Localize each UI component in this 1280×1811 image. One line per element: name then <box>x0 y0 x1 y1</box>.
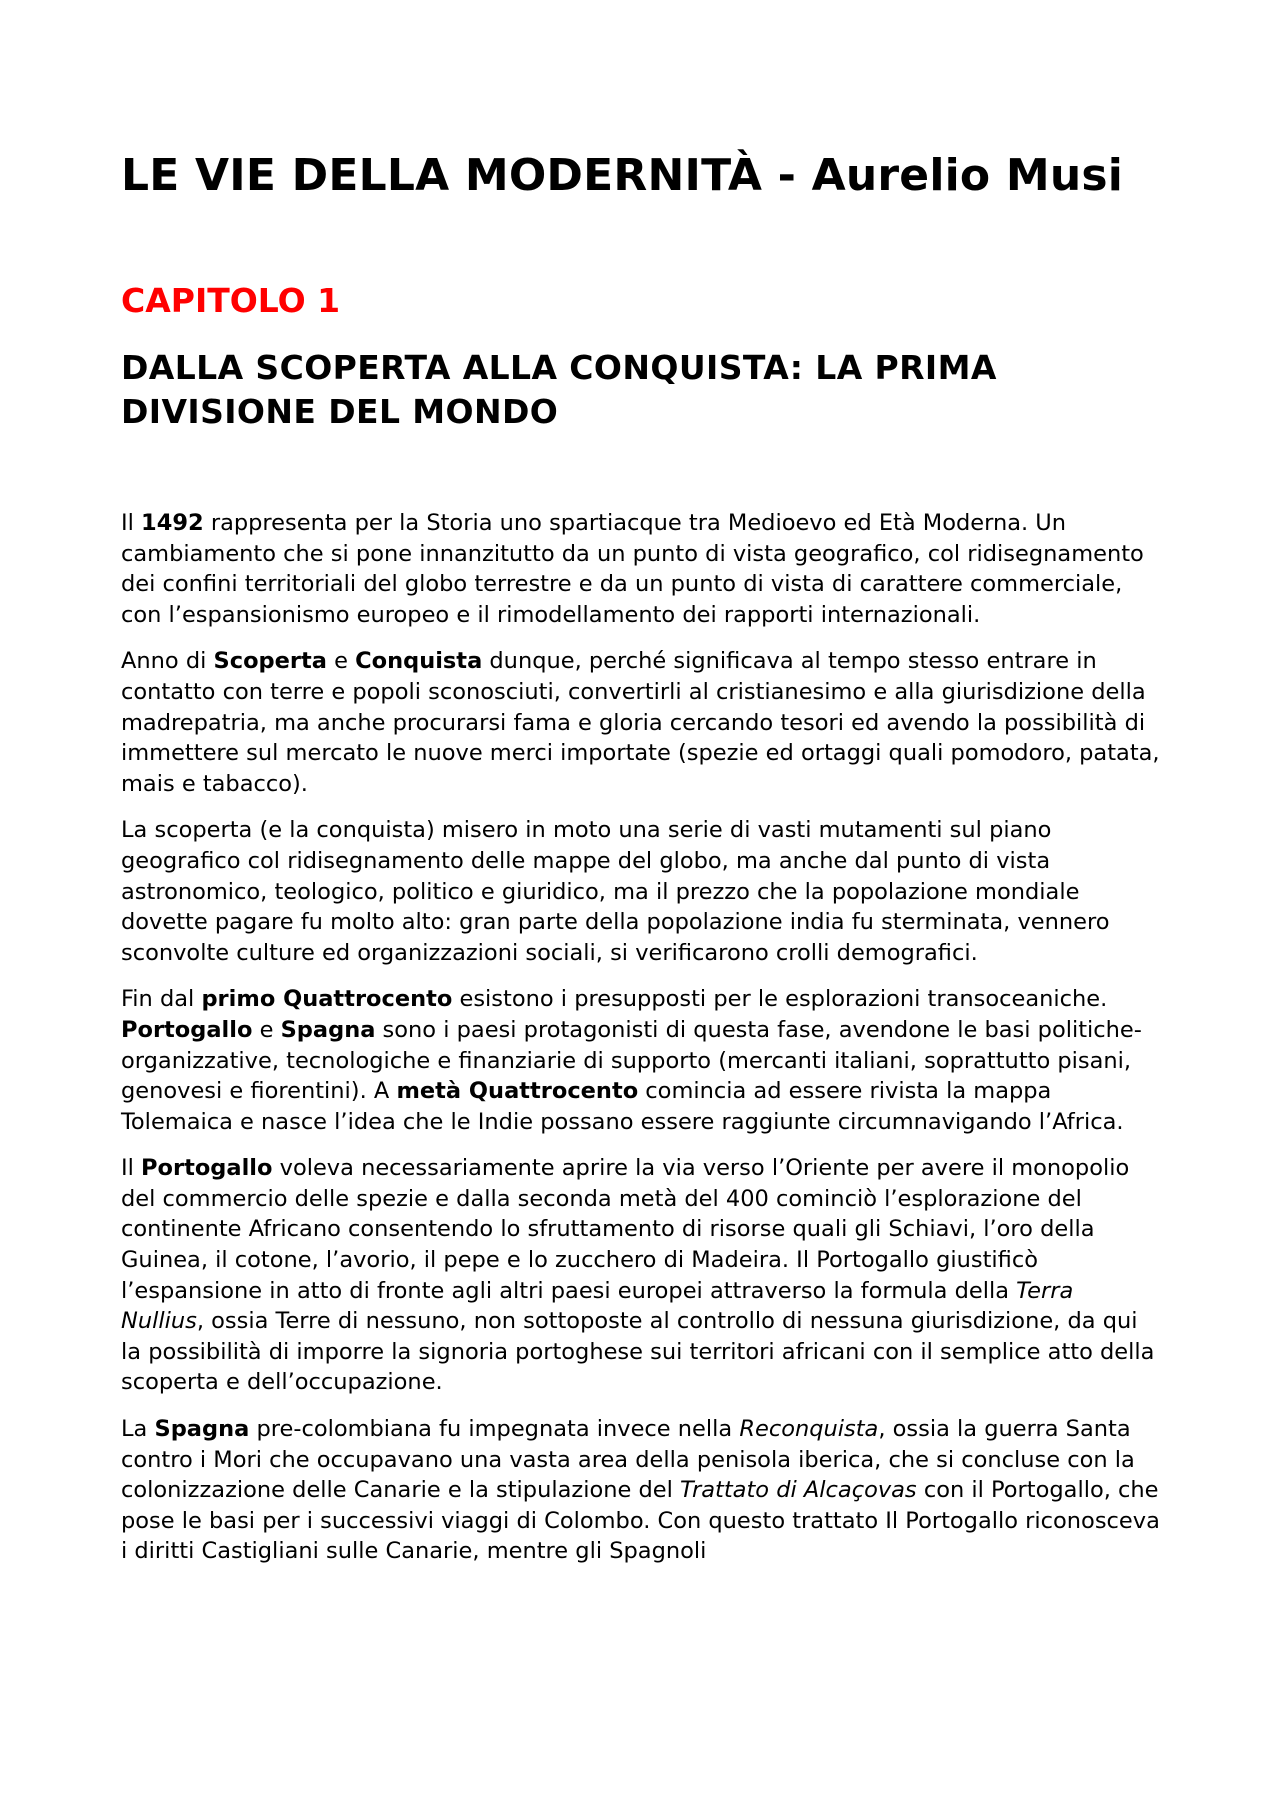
text-run: La scoperta (e la conquista) misero in moto una serie di vasti mutamenti sul piano geografico col ridisegnamento delle mappe del globo, ma anche dal punto di vista astronomico, teologico, politico e giuridico, ma il prezzo che la popolazione mondiale dovette pagare fu molto alto: gran parte della popolazione india fu sterminata, vennero sconvolte culture ed organizzazioni sociali, si verificarono crolli demografici. <box>121 817 1110 966</box>
body-paragraph <box>121 1153 1161 1398</box>
text-run: e <box>326 648 356 675</box>
body-paragraph <box>121 984 1161 1137</box>
text-run: pre-colombiana fu impegnata invece nella <box>249 1416 740 1443</box>
document-body <box>121 508 1161 1583</box>
text-run: comincia ad essere rivista la mappa Tolemaica e nasce l’idea che le Indie possano essere raggiunte circumnavigando l’Africa. <box>121 1078 1124 1135</box>
text-run: La <box>121 1416 155 1443</box>
text-run: Il <box>121 510 142 536</box>
body-paragraph <box>121 508 1161 630</box>
text-run: , ossia la guerra Santa contro i Mori che occupavano una vasta area della penisola iberica, che si concluse con la colonizzazione delle Canarie e la stipulazione del <box>121 1416 1135 1504</box>
text-run: esistono i presupposti per le esplorazioni transoceaniche. <box>452 986 1108 1013</box>
italic-text: Reconquista <box>739 1416 879 1443</box>
text-run: rappresenta per la Storia uno spartiacque tra Medioevo ed Età Moderna. Un cambiamento che si pone innanzitutto da un punto di vista geografico, col ridisegnamento dei confini territoriali del globo terrestre e da un punto di vista di carattere commerciale, con l’espansionismo europeo e il rimodellamento dei rapporti internazionali. <box>121 510 1144 628</box>
body-paragraph <box>121 1414 1161 1567</box>
bold-text: Conquista <box>355 648 483 675</box>
bold-text: Spagna <box>154 1416 250 1443</box>
text-run: Il <box>121 1155 142 1182</box>
chapter-title: DALLA SCOPERTA ALLA CONQUISTA: LA PRIMA DIVISIONE DEL MONDO <box>121 348 997 431</box>
text-run: Anno di <box>121 648 214 675</box>
text-run: dunque, perché significava al tempo stesso entrare in contatto con terre e popoli sconosciuti, convertirli al cristianesimo e alla giurisdizione della madrepatria, ma anche procurarsi fama e gloria cercando tesori ed avendo la possibilità di immettere sul mercato le nuove merci importate (spezie ed ortaggi quali pomodoro, patata, mais e tabacco). <box>121 648 1160 797</box>
bold-text: metà Quattrocento <box>396 1078 639 1105</box>
text-run: Fin dal <box>121 986 202 1013</box>
text-run: e <box>252 1016 281 1043</box>
text-run: sono i paesi protagonisti di questa fase, avendone le basi politiche-organizzative, tecnologiche e finanziarie di supporto (mercanti italiani, soprattutto pisani, genovesi e fiorentini). A <box>121 1016 1142 1105</box>
text-run: , ossia Terre di nessuno, non sottoposte al controllo di nessuna giurisdizione, da qui la possibilità di imporre la signoria portoghese sui territori africani con il semplice atto della scoperta e dell’occupazione. <box>121 1308 1155 1396</box>
text-run: voleva necessariamente aprire la via verso l’Oriente per avere il monopolio del commercio delle spezie e dalla seconda metà del 400 cominciò l’esplorazione del continente Africano consentendo lo sfruttamento di risorse quali gli Schiavi, l’oro della Guinea, il cotone, l’avorio, il pepe e lo zucchero di Madeira. Il Portogallo giustificò l’espansione in atto di fronte agli altri paesi europei attraverso la formula della <box>121 1155 1130 1304</box>
italic-text: Terra Nullius <box>121 1277 1074 1335</box>
bold-text: Scoperta <box>213 648 327 675</box>
chapter-label: CAPITOLO 1 <box>121 281 341 320</box>
bold-text: 1492 <box>141 510 204 536</box>
italic-text: Trattato di Alcaçovas <box>680 1477 917 1504</box>
bold-text: primo Quattrocento <box>201 986 453 1013</box>
bold-text: Portogallo <box>121 1016 253 1043</box>
body-paragraph <box>121 815 1161 968</box>
body-paragraph <box>121 646 1161 799</box>
document-title: LE VIE DELLA MODERNITÀ - Aurelio Musi <box>121 150 1124 201</box>
bold-text: Portogallo <box>141 1155 273 1182</box>
text-run: con il Portogallo, che pose le basi per i successivi viaggi di Colombo. Con questo trattato Il Portogallo riconosceva i diritti Castigliani sulle Canarie, mentre gli Spagnoli <box>121 1477 1160 1565</box>
bold-text: Spagna <box>280 1016 376 1043</box>
